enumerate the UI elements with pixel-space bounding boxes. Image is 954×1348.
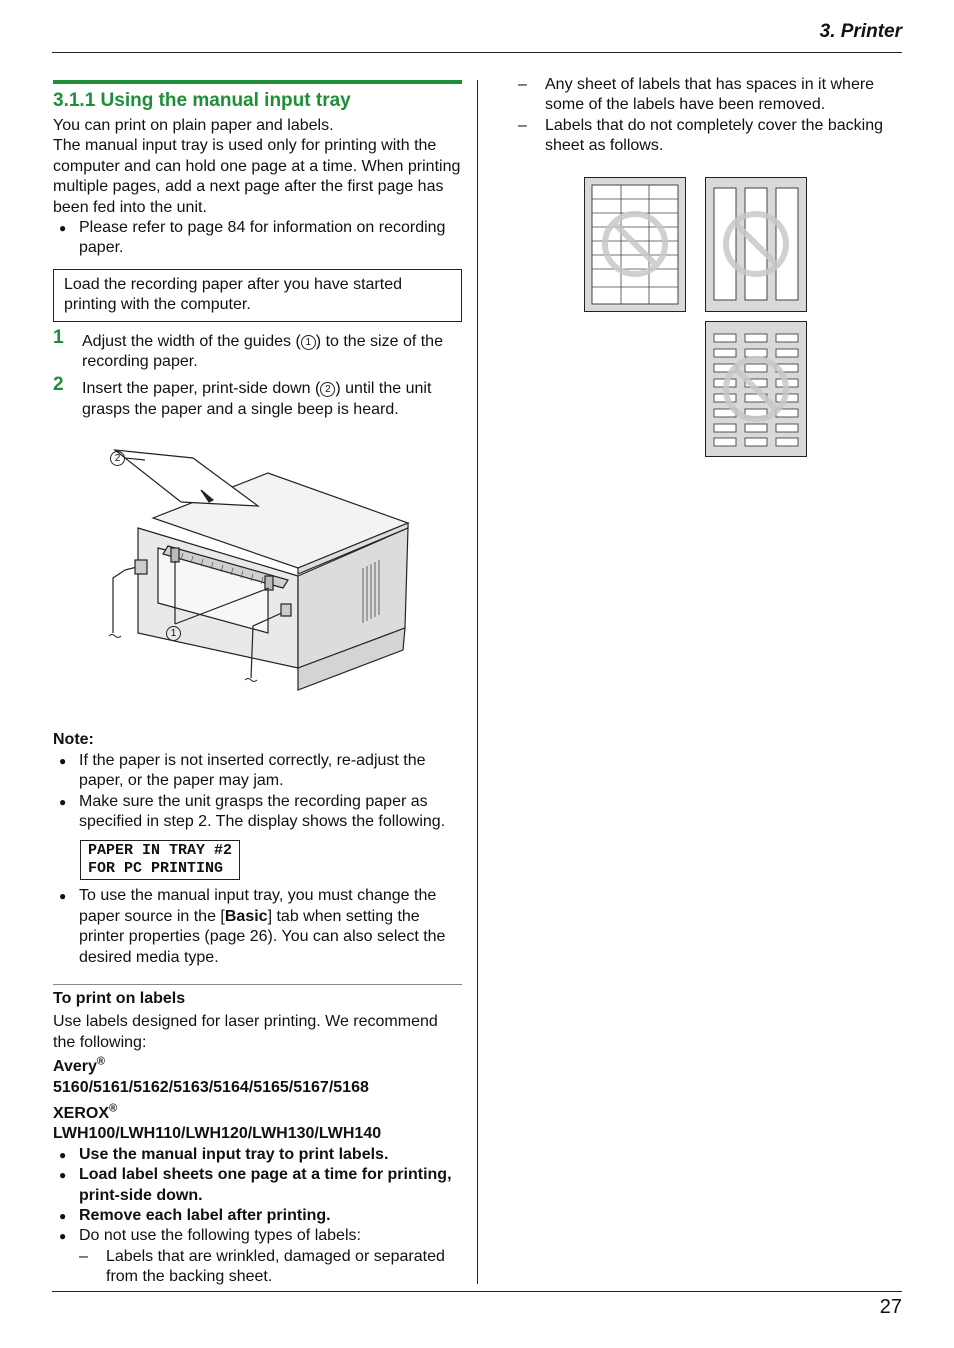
intro-bullets: [53, 218, 462, 259]
list-item: – Any sheet of labels that has spaces in it where some of the labels have been removed.: [518, 75, 904, 116]
label-sheet-partial-grid: [584, 177, 686, 312]
note-list: [53, 751, 462, 833]
registered-mark: ®: [109, 1102, 118, 1115]
footer-rule: [52, 1291, 902, 1292]
text: tab when setting the printer properties (page 26). You can also select the desired media type.: [79, 907, 446, 966]
display-line-1: PAPER IN TRAY #2: [88, 842, 233, 860]
display-line-2: FOR PC PRINTING: [88, 860, 224, 878]
labels-intro: Use labels designed for laser printing. We recommend the following:: [53, 1013, 438, 1051]
list-item: – Labels that do not completely cover the backing sheet as follows.: [518, 116, 904, 157]
list-item: ● Use the manual input tray to print labels.: [53, 1145, 462, 1165]
step-number: 1: [53, 326, 64, 348]
callout-1: 1: [166, 626, 181, 641]
list-item: ● Remove each label after printing.: [53, 1206, 462, 1226]
label-sheet-column-strips: [705, 177, 807, 312]
labels-instructions: [53, 1145, 462, 1288]
text: To use the manual input tray, you must change the paper source in the: [79, 887, 437, 925]
printer-rear-drawing: [53, 428, 462, 718]
avery-brand: [53, 1057, 462, 1077]
step-text: Adjust the width of the guides (: [82, 332, 301, 350]
step-text: ) until the unit grasps the paper and a single beep is heard.: [82, 380, 432, 418]
step-text: ) to the size of the recording paper.: [82, 332, 443, 371]
page-number: 27: [879, 1296, 902, 1318]
list-item: [53, 886, 462, 968]
printer-illustration: [53, 428, 462, 718]
bracket: ]: [267, 907, 273, 925]
list-item: ● Make sure the unit grasps the recording paper as specified in step 2. The display shows the following.: [53, 792, 462, 833]
list-item: – Labels that are wrinkled, damaged or separated from the backing sheet.: [79, 1247, 462, 1288]
intro-paragraph-2: The manual input tray is used only for printing with the computer and can hold one page at a time. When printing multiple pages, add a next page after the first page has been fed into the unit.: [53, 137, 461, 216]
callout-ref: 1: [301, 335, 316, 350]
tab-name: Basic: [224, 907, 268, 925]
left-column: [53, 80, 462, 1288]
header-section-title: 3. Printer: [819, 21, 902, 42]
list-item: ● If the paper is not inserted correctly, re-adjust the paper, or the paper may jam.: [53, 751, 462, 792]
text: Do not use the following types of labels:: [79, 1227, 361, 1245]
boxed-note: Load the recording paper after you have started printing with the computer.: [53, 269, 462, 322]
label-sheet-small-labels: [705, 321, 807, 457]
step-1: [53, 326, 462, 373]
right-column: [518, 75, 904, 157]
registered-mark: ®: [96, 1055, 105, 1068]
list-item: ● Please refer to page 84 for information on recording paper.: [53, 218, 462, 259]
callout-2: 2: [110, 451, 125, 466]
callout-ref: 2: [320, 382, 335, 397]
step-number: 2: [53, 374, 64, 396]
subsection-rule: [53, 984, 462, 985]
bracket: [: [220, 907, 225, 925]
intro-paragraph-1: You can print on plain paper and labels.: [53, 117, 334, 134]
note-heading: Note:: [53, 731, 94, 749]
list-item: [53, 1226, 462, 1287]
brand-name: Avery: [53, 1058, 97, 1076]
section-title: 3.1.1 Using the manual input tray: [53, 90, 351, 111]
column-divider: [477, 80, 478, 1284]
list-item: ● Load label sheets one page at a time for printing, print-side down.: [53, 1165, 462, 1206]
xerox-models: LWH100/LWH110/LWH120/LWH130/LWH140: [53, 1125, 382, 1143]
dont-use-list-continued: [518, 75, 904, 157]
note-list-2: [53, 886, 462, 968]
section-bar: [53, 80, 462, 84]
brand-name: XEROX: [53, 1104, 110, 1122]
header-rule: [52, 52, 902, 53]
step-text: Insert the paper, print-side down (: [82, 380, 321, 398]
step-2: [53, 374, 462, 420]
labels-heading: To print on labels: [53, 989, 186, 1007]
dont-use-list: [79, 1247, 462, 1288]
avery-models: 5160/5161/5162/5163/5164/5165/5167/5168: [53, 1078, 369, 1096]
display-readout: [80, 840, 240, 880]
xerox-brand: [53, 1104, 462, 1124]
